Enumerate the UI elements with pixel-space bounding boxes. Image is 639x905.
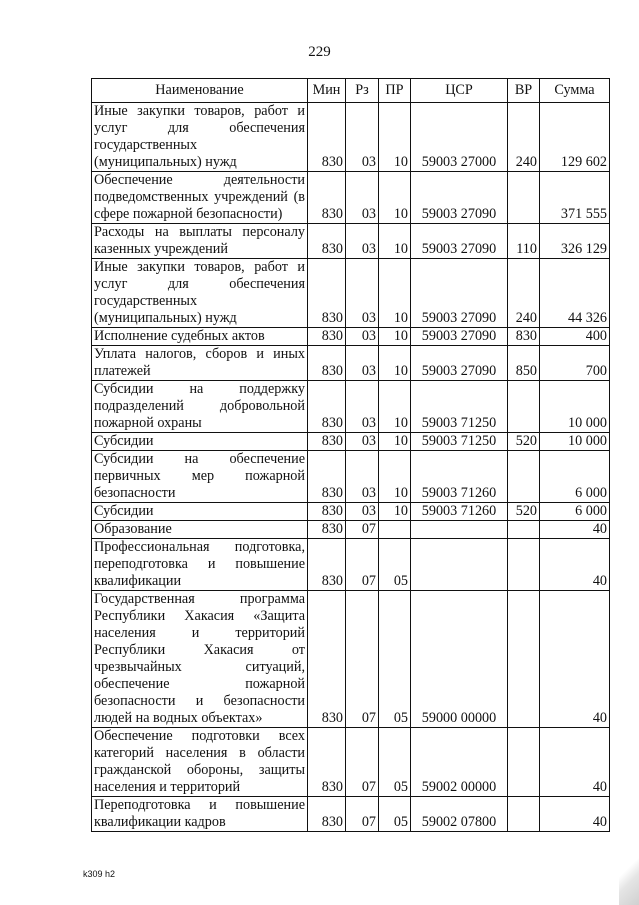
cell-vr: 520 xyxy=(508,433,540,451)
cell-csr: 59003 27090 xyxy=(411,259,508,328)
table-row xyxy=(92,521,610,539)
cell-pr xyxy=(379,521,411,539)
cell-sum: 40 xyxy=(540,521,610,539)
cell-sum: 371 555 xyxy=(540,172,610,224)
cell-rz: 07 xyxy=(346,797,379,832)
cell-csr xyxy=(411,521,508,539)
cell-vr: 520 xyxy=(508,503,540,521)
cell-min: 830 xyxy=(308,539,346,591)
cell-sum: 44 326 xyxy=(540,259,610,328)
cell-pr: 10 xyxy=(379,346,411,381)
cell-pr: 10 xyxy=(379,172,411,224)
cell-min: 830 xyxy=(308,451,346,503)
column-header-rz: Рз xyxy=(346,79,379,103)
cell-csr: 59000 00000 xyxy=(411,591,508,728)
cell-min: 830 xyxy=(308,521,346,539)
cell-sum: 10 000 xyxy=(540,381,610,433)
table-row xyxy=(92,503,610,521)
cell-sum: 326 129 xyxy=(540,224,610,259)
cell-name: Уплата налогов, сборов и иных платежей xyxy=(92,346,308,381)
cell-name: Иные закупки товаров, работ и услуг для обеспечения государственных (муниципальных) нужд xyxy=(92,103,308,172)
cell-rz: 07 xyxy=(346,728,379,797)
cell-min: 830 xyxy=(308,797,346,832)
cell-pr: 05 xyxy=(379,539,411,591)
cell-sum: 6 000 xyxy=(540,451,610,503)
cell-sum: 10 000 xyxy=(540,433,610,451)
column-header-vr: ВР xyxy=(508,79,540,103)
cell-min: 830 xyxy=(308,224,346,259)
cell-name: Субсидии на обеспечение первичных мер пожарной безопасности xyxy=(92,451,308,503)
cell-pr: 10 xyxy=(379,328,411,346)
cell-min: 830 xyxy=(308,381,346,433)
table-row xyxy=(92,433,610,451)
cell-rz: 03 xyxy=(346,172,379,224)
table-row xyxy=(92,591,610,728)
cell-csr xyxy=(411,539,508,591)
cell-vr xyxy=(508,521,540,539)
cell-min: 830 xyxy=(308,728,346,797)
cell-pr: 05 xyxy=(379,797,411,832)
table-row xyxy=(92,728,610,797)
table-row xyxy=(92,259,610,328)
cell-name: Государственная программа Республики Хакасия «Защита населения и территорий Республики Хакасия от чрезвычайных ситуаций, обеспечение пожарной безопасности и безопасности людей на водных объектах» xyxy=(92,591,308,728)
cell-vr xyxy=(508,172,540,224)
table-row xyxy=(92,103,610,172)
cell-rz: 03 xyxy=(346,381,379,433)
cell-pr: 10 xyxy=(379,433,411,451)
cell-min: 830 xyxy=(308,346,346,381)
cell-csr: 59003 27090 xyxy=(411,328,508,346)
cell-name: Субсидии xyxy=(92,433,308,451)
cell-vr xyxy=(508,451,540,503)
cell-csr: 59003 27090 xyxy=(411,346,508,381)
cell-min: 830 xyxy=(308,328,346,346)
table-row xyxy=(92,539,610,591)
cell-rz: 07 xyxy=(346,539,379,591)
cell-rz: 03 xyxy=(346,328,379,346)
cell-vr: 850 xyxy=(508,346,540,381)
cell-vr xyxy=(508,591,540,728)
cell-rz: 07 xyxy=(346,591,379,728)
cell-rz: 03 xyxy=(346,259,379,328)
budget-table xyxy=(91,78,610,832)
cell-name: Обеспечение подготовки всех категорий населения в области гражданской обороны, защиты населения и территорий xyxy=(92,728,308,797)
table-row xyxy=(92,328,610,346)
cell-pr: 10 xyxy=(379,103,411,172)
column-header-min: Мин xyxy=(308,79,346,103)
cell-sum: 6 000 xyxy=(540,503,610,521)
column-header-csr: ЦСР xyxy=(411,79,508,103)
cell-min: 830 xyxy=(308,503,346,521)
cell-sum: 40 xyxy=(540,591,610,728)
cell-rz: 03 xyxy=(346,346,379,381)
cell-rz: 03 xyxy=(346,433,379,451)
cell-pr: 10 xyxy=(379,451,411,503)
cell-sum: 40 xyxy=(540,728,610,797)
table-header-row xyxy=(92,79,610,103)
cell-pr: 10 xyxy=(379,259,411,328)
table-row xyxy=(92,381,610,433)
cell-vr: 110 xyxy=(508,224,540,259)
cell-sum: 400 xyxy=(540,328,610,346)
cell-rz: 03 xyxy=(346,451,379,503)
cell-name: Субсидии xyxy=(92,503,308,521)
cell-sum: 40 xyxy=(540,539,610,591)
cell-pr: 10 xyxy=(379,224,411,259)
cell-pr: 10 xyxy=(379,381,411,433)
cell-vr xyxy=(508,539,540,591)
table-row xyxy=(92,346,610,381)
cell-sum: 700 xyxy=(540,346,610,381)
cell-vr: 240 xyxy=(508,259,540,328)
cell-sum: 40 xyxy=(540,797,610,832)
table-row xyxy=(92,172,610,224)
cell-csr: 59003 27090 xyxy=(411,224,508,259)
table-row xyxy=(92,224,610,259)
cell-min: 830 xyxy=(308,591,346,728)
cell-name: Исполнение судебных актов xyxy=(92,328,308,346)
cell-csr: 59003 71250 xyxy=(411,381,508,433)
cell-rz: 03 xyxy=(346,103,379,172)
column-header-sum: Сумма xyxy=(540,79,610,103)
cell-csr: 59003 71250 xyxy=(411,433,508,451)
cell-name: Расходы на выплаты персоналу казенных учреждений xyxy=(92,224,308,259)
cell-vr xyxy=(508,381,540,433)
cell-csr: 59003 27090 xyxy=(411,172,508,224)
cell-name: Субсидии на поддержку подразделений добровольной пожарной охраны xyxy=(92,381,308,433)
cell-name: Профессиональная подготовка, переподготовка и повышение квалификации xyxy=(92,539,308,591)
cell-csr: 59003 71260 xyxy=(411,503,508,521)
table-row xyxy=(92,451,610,503)
table-row xyxy=(92,797,610,832)
cell-min: 830 xyxy=(308,259,346,328)
page-number: 229 xyxy=(308,44,331,60)
scan-page-corner xyxy=(619,845,639,905)
cell-vr xyxy=(508,797,540,832)
column-header-pr: ПР xyxy=(379,79,411,103)
cell-rz: 03 xyxy=(346,503,379,521)
cell-rz: 03 xyxy=(346,224,379,259)
cell-sum: 129 602 xyxy=(540,103,610,172)
cell-min: 830 xyxy=(308,103,346,172)
cell-name: Иные закупки товаров, работ и услуг для обеспечения государственных (муниципальных) нужд xyxy=(92,259,308,328)
cell-pr: 05 xyxy=(379,728,411,797)
cell-name: Переподготовка и повышение квалификации кадров xyxy=(92,797,308,832)
column-header-name: Наименование xyxy=(92,79,308,103)
cell-csr: 59002 00000 xyxy=(411,728,508,797)
cell-vr: 240 xyxy=(508,103,540,172)
cell-min: 830 xyxy=(308,433,346,451)
cell-min: 830 xyxy=(308,172,346,224)
cell-vr xyxy=(508,728,540,797)
cell-pr: 10 xyxy=(379,503,411,521)
footer-code: k309 h2 xyxy=(83,869,116,879)
cell-csr: 59002 07800 xyxy=(411,797,508,832)
cell-pr: 05 xyxy=(379,591,411,728)
cell-csr: 59003 71260 xyxy=(411,451,508,503)
cell-vr: 830 xyxy=(508,328,540,346)
cell-rz: 07 xyxy=(346,521,379,539)
cell-csr: 59003 27000 xyxy=(411,103,508,172)
cell-name: Обеспечение деятельности подведомственных учреждений (в сфере пожарной безопасности) xyxy=(92,172,308,224)
cell-name: Образование xyxy=(92,521,308,539)
